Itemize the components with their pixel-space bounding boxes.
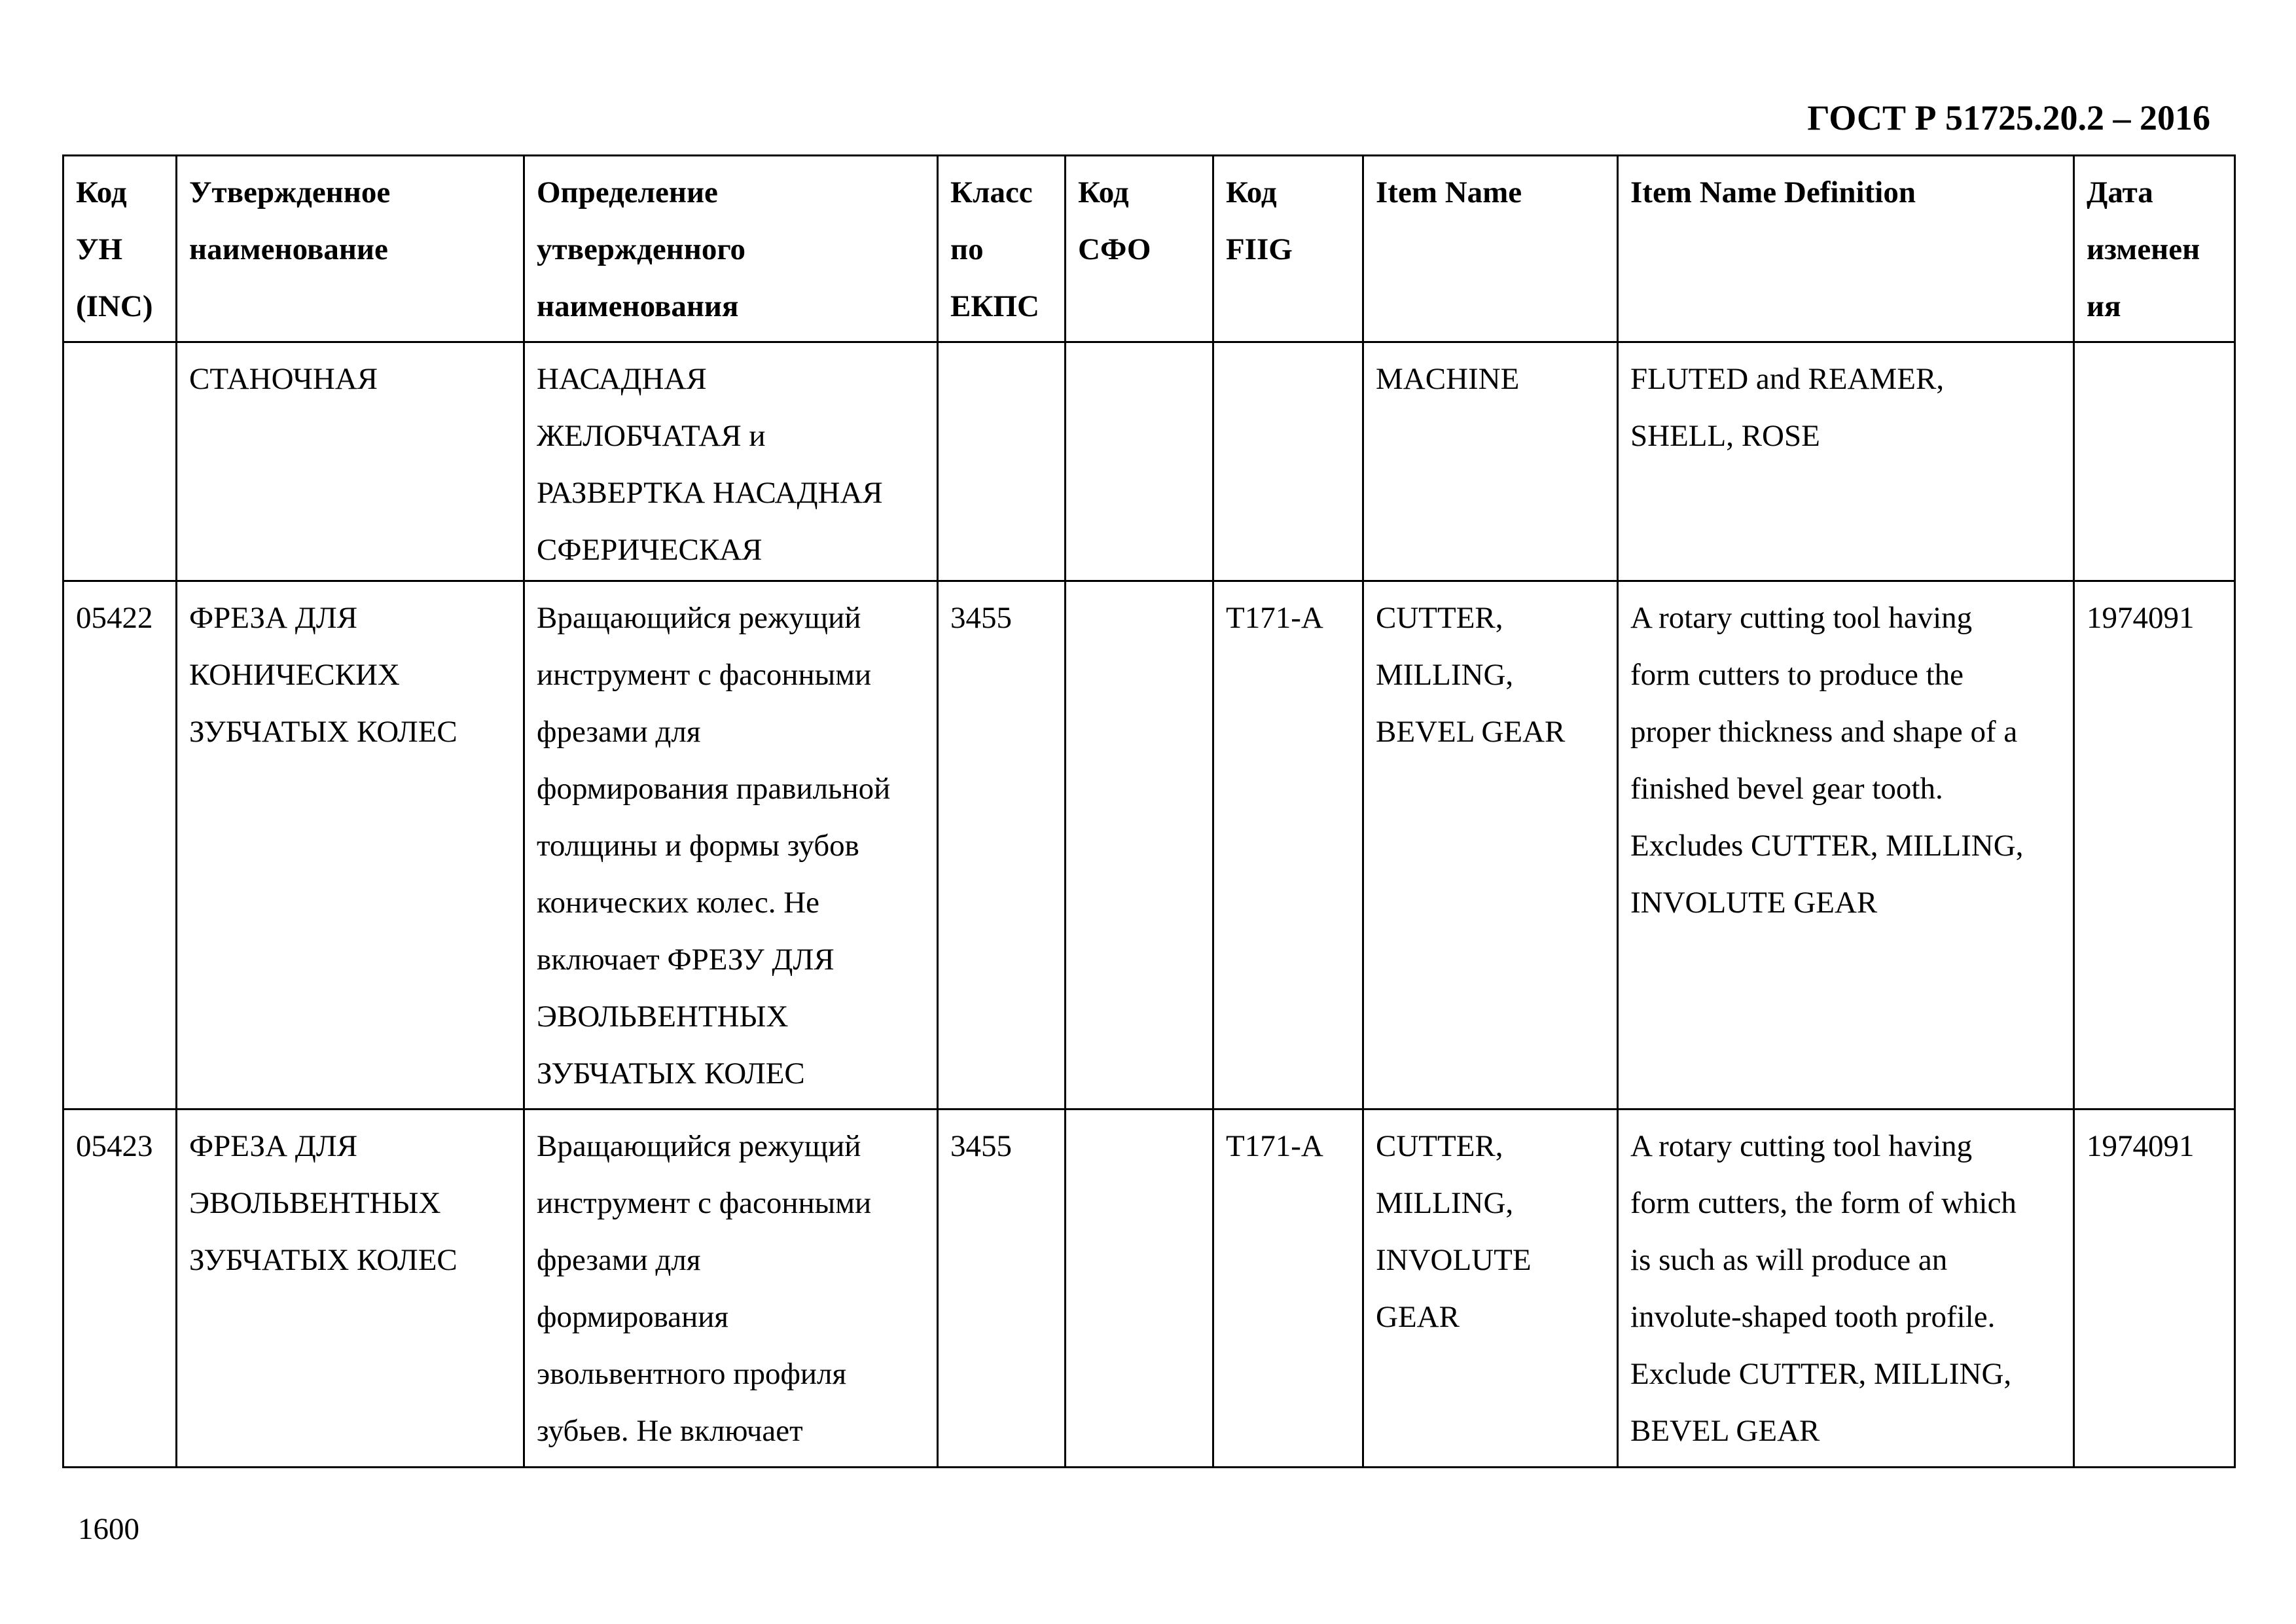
cell-sfo-code [1066, 1110, 1213, 1468]
column-header-sfo-code-label: Код СФО [1078, 175, 1151, 266]
cell-ekps-class-text: 3455 [950, 601, 1012, 635]
cell-item-name [1363, 342, 1618, 581]
cell-approved-name [177, 342, 524, 581]
column-header-item-name-label: Item Name [1376, 175, 1522, 209]
cell-item-name-definition [1618, 581, 2074, 1110]
column-header-definition [524, 156, 938, 342]
cell-inc-text: 05423 [76, 1129, 153, 1163]
cell-fiig-code-text: T171-A [1226, 601, 1323, 635]
page-number: 1600 [78, 1512, 139, 1546]
cell-ekps-class [938, 342, 1066, 581]
table-header-row [63, 156, 2235, 342]
cell-item-name-definition-text: FLUTED and REAMER, SHELL, ROSE [1630, 362, 1945, 453]
cell-change-date [2074, 1110, 2235, 1468]
cell-inc [63, 581, 177, 1110]
document-standard-title: ГОСТ Р 51725.20.2 – 2016 [1807, 98, 2210, 137]
cell-change-date [2074, 342, 2235, 581]
cell-item-name-text: CUTTER, MILLING, BEVEL GEAR [1376, 601, 1566, 749]
cell-item-name-definition [1618, 1110, 2074, 1468]
cell-definition-text: НАСАДНАЯ ЖЕЛОБЧАТАЯ и РАЗВЕРТКА НАСАДНАЯ СФЕРИЧЕСКАЯ [537, 362, 883, 567]
column-header-ekps-class-label: Класс по ЕКПС [950, 175, 1039, 323]
cell-sfo-code [1066, 342, 1213, 581]
column-header-item-name [1363, 156, 1618, 342]
column-header-fiig-code-label: Код FIIG [1226, 175, 1293, 266]
cell-inc [63, 342, 177, 581]
table-row [63, 1110, 2235, 1468]
column-header-inc-label: Код УН (INC) [76, 175, 153, 323]
table-row [63, 342, 2235, 581]
cell-approved-name-text: СТАНОЧНАЯ [189, 362, 378, 396]
cell-fiig-code-text: T171-A [1226, 1129, 1323, 1163]
column-header-definition-label: Определение утвержденного наименования [537, 175, 746, 323]
cell-fiig-code [1213, 342, 1363, 581]
cell-item-name-text: MACHINE [1376, 362, 1520, 396]
cell-approved-name [177, 1110, 524, 1468]
cell-definition [524, 581, 938, 1110]
cell-change-date-text: 1974091 [2087, 601, 2195, 635]
column-header-sfo-code [1066, 156, 1213, 342]
cell-ekps-class-text: 3455 [950, 1129, 1012, 1163]
column-header-item-name-definition [1618, 156, 2074, 342]
cell-item-name [1363, 1110, 1618, 1468]
column-header-ekps-class [938, 156, 1066, 342]
table-row [63, 581, 2235, 1110]
cell-item-name [1363, 581, 1618, 1110]
column-header-approved-name-label: Утвержденное наименование [189, 175, 391, 266]
cell-sfo-code [1066, 581, 1213, 1110]
cell-definition [524, 1110, 938, 1468]
cell-item-name-definition [1618, 342, 2074, 581]
cell-inc [63, 1110, 177, 1468]
cell-change-date [2074, 581, 2235, 1110]
cell-ekps-class [938, 1110, 1066, 1468]
cell-approved-name-text: ФРЕЗА ДЛЯ КОНИЧЕСКИХ ЗУБЧАТЫХ КОЛЕС [189, 601, 457, 749]
cell-definition [524, 342, 938, 581]
cell-ekps-class [938, 581, 1066, 1110]
cell-item-name-definition-text: A rotary cutting tool having form cutters to produce the proper thickness and shape of a finished bevel gear tooth. Excludes CUTTER, MILLING, INVOLUTE GEAR [1630, 601, 2024, 920]
cell-approved-name [177, 581, 524, 1110]
cell-definition-text: Вращающийся режущий инструмент с фасонными фрезами для формирования правильной толщины и формы зубов конических колес. Не включает ФРЕЗУ ДЛЯ ЭВОЛЬВЕНТНЫХ ЗУБЧАТЫХ КОЛЕС [537, 601, 891, 1091]
cell-item-name-definition-text: A rotary cutting tool having form cutters, the form of which is such as will produce an involute-shaped tooth profile. Exclude CUTTER, MILLING, BEVEL GEAR [1630, 1129, 2017, 1448]
cell-inc-text: 05422 [76, 601, 153, 635]
column-header-fiig-code [1213, 156, 1363, 342]
column-header-item-name-definition-label: Item Name Definition [1630, 175, 1916, 209]
cell-change-date-text: 1974091 [2087, 1129, 2195, 1163]
cell-approved-name-text: ФРЕЗА ДЛЯ ЭВОЛЬВЕНТНЫХ ЗУБЧАТЫХ КОЛЕС [189, 1129, 457, 1277]
cell-item-name-text: CUTTER, MILLING, INVOLUTE GEAR [1376, 1129, 1532, 1334]
cell-fiig-code [1213, 581, 1363, 1110]
cell-fiig-code [1213, 1110, 1363, 1468]
catalog-table [62, 154, 2236, 1468]
column-header-change-date-label: Дата изменен ия [2087, 175, 2200, 323]
column-header-approved-name [177, 156, 524, 342]
column-header-inc [63, 156, 177, 342]
column-header-change-date [2074, 156, 2235, 342]
cell-definition-text: Вращающийся режущий инструмент с фасонными фрезами для формирования эвольвентного профиля зубьев. Не включает [537, 1129, 872, 1448]
